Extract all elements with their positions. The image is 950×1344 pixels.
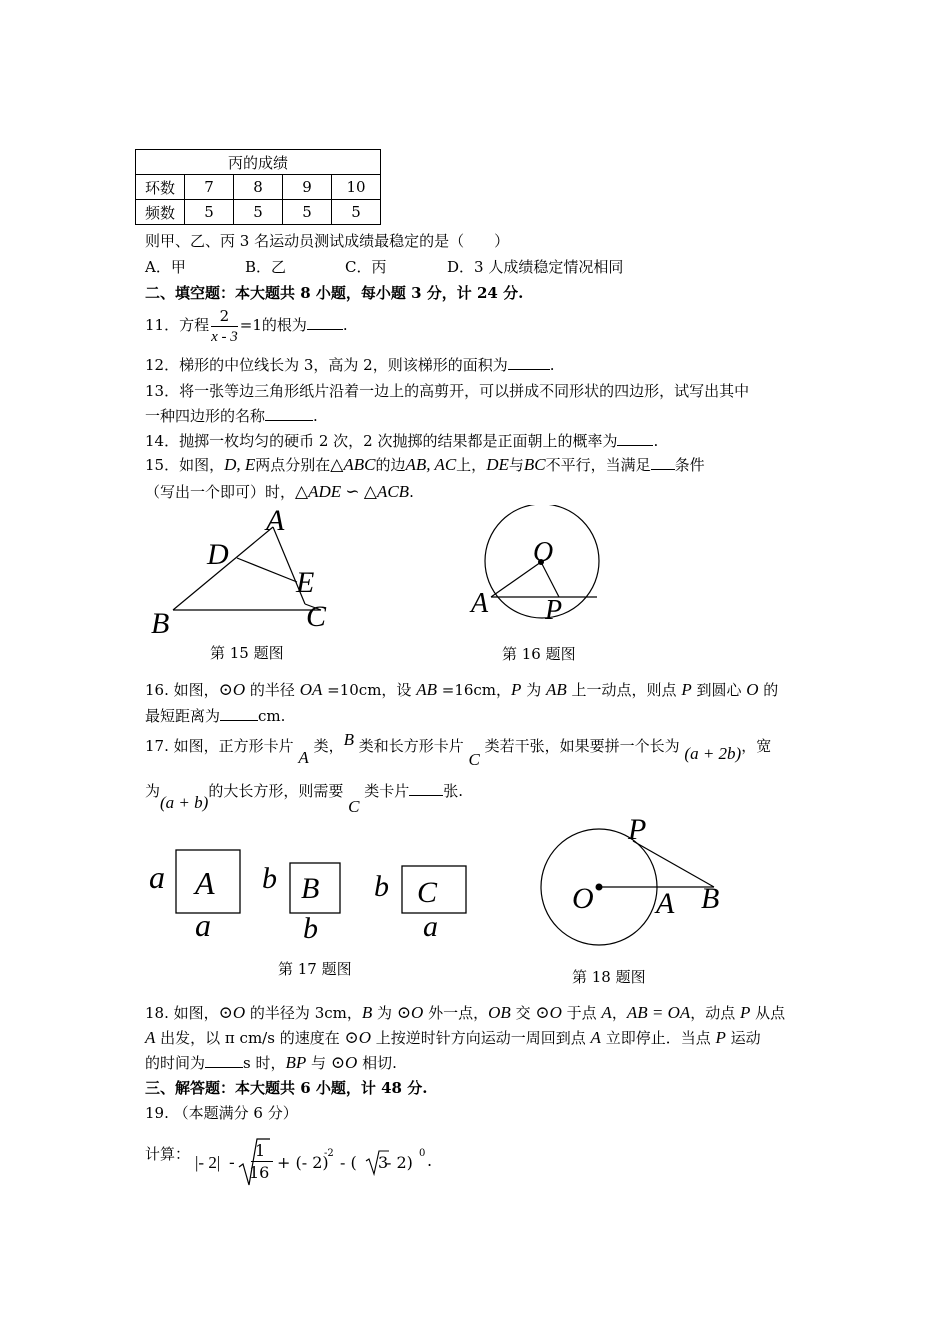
q17-line1: 17. 如图，正方形卡片 A 类，B 类和长方形卡片 C 类若干张，如果要拼一个长为 (a + 2b)，宽 (145, 730, 772, 769)
q11-fraction: $\frac{2}{x - 3}$ (211, 306, 238, 345)
figure-18-caption: 第 18 题图 (572, 968, 646, 986)
answer-blank[interactable] (508, 357, 550, 370)
answer-blank[interactable] (307, 317, 343, 330)
figure-15-caption: 第 15 题图 (210, 644, 284, 662)
q18-line2: A 出发，以 π cm/s 的速度在 ⊙O 上按逆时针方向运动一周回到点 A 立即停止．当点 P 运动 (145, 1028, 761, 1047)
label-P: P (628, 815, 647, 846)
q15-line1: 15．如图，D, E两点分别在△ABC的边AB, AC上，DE与BC不平行，当满足 条件 (145, 455, 705, 474)
q16-line2: 最短距离为 cm. (145, 707, 286, 725)
answer-blank[interactable] (205, 1055, 243, 1068)
answer-blank[interactable] (617, 433, 653, 446)
score-table (135, 149, 381, 225)
card-B-name: B (301, 872, 320, 905)
figure-17-caption: 第 17 题图 (278, 960, 352, 978)
q18-line3: 的时间为 s 时，BP 与 ⊙O 相切. (145, 1053, 397, 1072)
card-B-bottom: b (303, 912, 318, 945)
card-C-side: b (374, 870, 389, 903)
label-E: E (296, 566, 315, 599)
label-A: A (266, 504, 285, 537)
figure-16 (465, 505, 610, 630)
q13-line2: 一种四边形的名称 . (145, 407, 318, 425)
label-D: D (207, 538, 229, 571)
card-A-side: a (149, 859, 165, 895)
card-B-side: b (262, 862, 277, 895)
q16-line1: 16. 如图，⊙O 的半径 OA =10cm，设 AB =16cm，P 为 AB 上一动点，则点 P 到圆心 O 的 (145, 680, 779, 699)
card-A-name: A (195, 865, 215, 901)
q19-head: 19. （本题满分 6 分） (145, 1104, 298, 1122)
table-row: 频数 5 5 5 5 (136, 200, 381, 225)
answer-blank[interactable] (651, 457, 675, 470)
q15-line2: （写出一个即可）时，△ADE ∽ △ACB. (145, 482, 414, 501)
label-P: P (545, 595, 563, 626)
figure-17 (145, 840, 475, 945)
q10-option-c: C．丙 (345, 258, 387, 276)
q14: 14．抛掷一枚均匀的硬币 2 次，2 次抛掷的结果都是正面朝上的概率为 . (145, 432, 659, 450)
q10-stem: 则甲、乙、丙 3 名运动员测试成绩最稳定的是（ ） (145, 232, 510, 250)
q17-line2: 为(a + b)的大长方形，则需要 C 类卡片 张. (145, 782, 463, 816)
q10-option-d: D．3 人成绩稳定情况相同 (447, 258, 624, 276)
q10-option-b: B．乙 (245, 258, 287, 276)
q10-option-a: A．甲 (145, 258, 186, 276)
section2-heading: 二、填空题：本大题共 8 小题，每小题 3 分，计 24 分. (145, 284, 524, 302)
table-row: 环数 7 8 9 10 (136, 175, 381, 200)
q11: 11．方程 $\frac{2}{x - 3}$ =1的根为 . (145, 306, 348, 345)
section3-heading: 三、解答题：本大题共 6 小题，计 48 分. (145, 1079, 428, 1097)
label-A: A (656, 887, 675, 920)
card-C-name: C (417, 876, 438, 909)
answer-blank[interactable] (409, 783, 443, 796)
label-A: A (471, 588, 489, 619)
label-O: O (533, 537, 554, 568)
label-B: B (701, 882, 720, 915)
figure-18 (535, 815, 735, 960)
card-A-bottom: a (195, 907, 211, 943)
label-C: C (306, 600, 327, 633)
answer-blank[interactable] (265, 408, 313, 421)
q18-line1: 18. 如图，⊙O 的半径为 3cm，B 为 ⊙O 外一点，OB 交 ⊙O 于点 A，AB = OA，动点 P 从点 (145, 1003, 786, 1022)
table-title: 丙的成绩 (136, 150, 381, 175)
card-C-bottom: a (423, 910, 438, 943)
label-B: B (151, 607, 170, 640)
q12: 12．梯形的中位线长为 3，高为 2，则该梯形的面积为 . (145, 356, 555, 374)
q13-line1: 13．将一张等边三角形纸片沿着一边上的高剪开，可以拼成不同形状的四边形，试写出其中 (145, 382, 750, 400)
label-O: O (572, 882, 594, 915)
q19-label: 计算： (145, 1145, 191, 1163)
answer-blank[interactable] (220, 708, 258, 721)
figure-16-caption: 第 16 题图 (502, 645, 576, 663)
figure-15 (145, 500, 355, 640)
